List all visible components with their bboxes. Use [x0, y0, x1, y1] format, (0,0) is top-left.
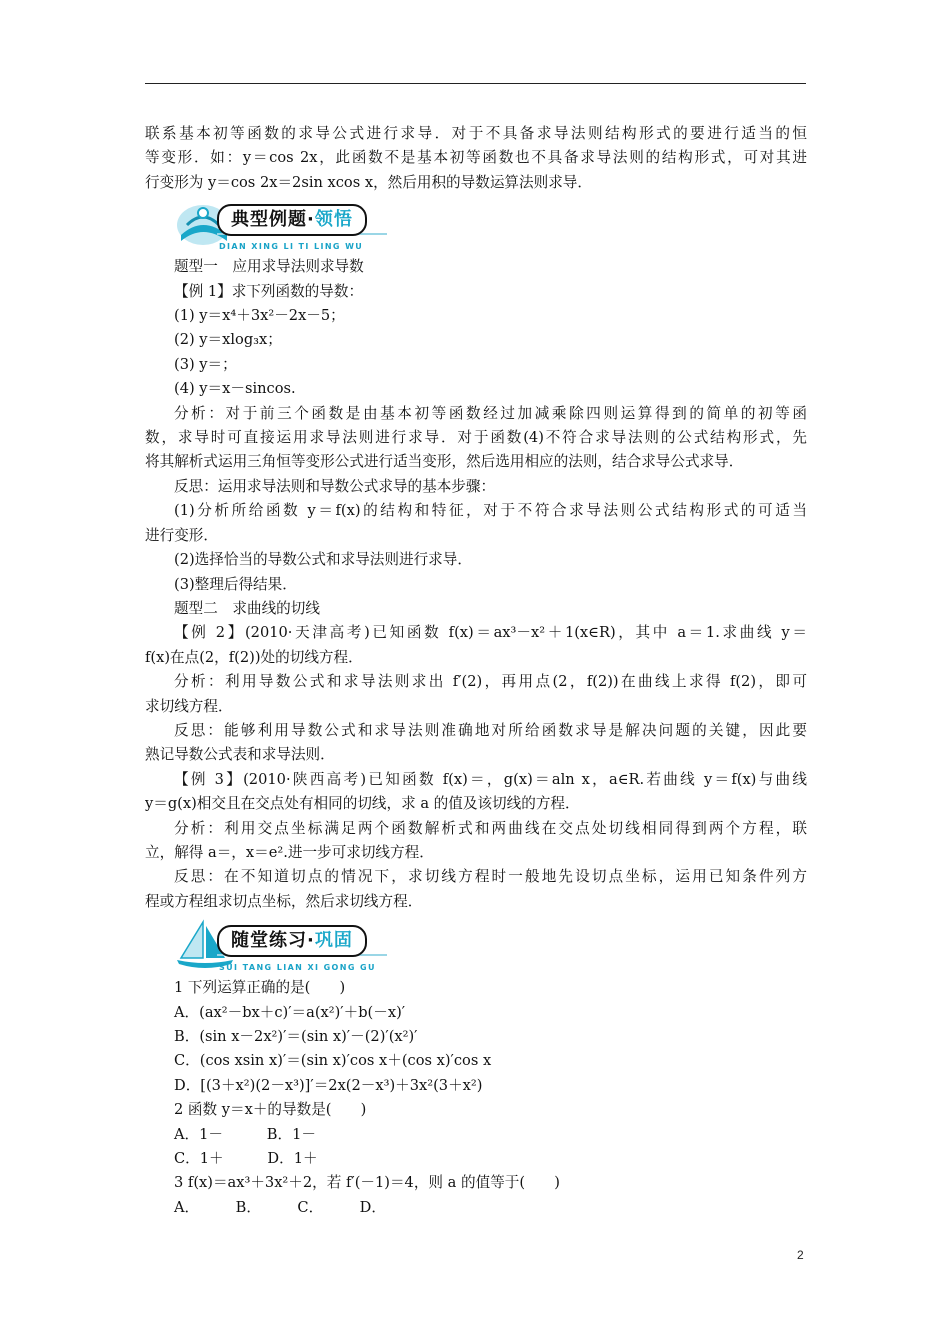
banner-title-accent: 领悟 [314, 209, 353, 231]
banner-title-text: 随堂练习 [231, 930, 307, 952]
reflection-line: 熟记导数公式表和求导法则． [145, 746, 335, 764]
exercise-option: C．(cos xsin x)′＝(sin x)′cos x＋(cos x)′cos x [174, 1052, 492, 1070]
exercise-option: A．(ax²－bx＋c)′＝a(x²)′＋b(－x)′ [174, 1003, 406, 1021]
exercise-option: A．1－ B．1－ [174, 1125, 316, 1143]
exercise-question: 1 下列运算正确的是( ) [174, 979, 346, 997]
reflection-line: 反思：能够利用导数公式和求导法则准确地对所给函数求导是解决问题的关键，因此要 [174, 721, 807, 739]
example-line: 【例 3】(2010·陕西高考)已知函数 f(x)＝，g(x)＝aln x，a∈R.若曲线 y＝f(x)与曲线 [174, 770, 807, 788]
reflection-line: (2)选择恰当的导数公式和求导法则进行求导． [174, 551, 472, 569]
reflection-line: (1)分析所给函数 y＝f(x)的结构和特征，对于不符合求导法则公式结构形式的可适当 [174, 502, 807, 520]
exercise-option: D．[(3＋x²)(2－x³)]′＝2x(2－x³)＋3x²(3＋x²) [174, 1076, 483, 1094]
example-line: (3) y＝； [174, 355, 237, 373]
example-line: 【例 2】(2010·天津高考)已知函数 f(x)＝ax³－x²＋1(x∈R)，其中 a＝1.求曲线 y＝ [174, 624, 807, 642]
reflection-line: 程或方程组求切点坐标，然后求切线方程． [145, 892, 423, 910]
intro-line: 联系基本初等函数的求导公式进行求导．对于不具备求导法则结构形式的要进行适当的恒 [145, 125, 807, 142]
analysis-line: 立，解得 a＝，x＝e².进一步可求切线方程． [145, 843, 434, 861]
reflection-line: (3)整理后得结果． [174, 575, 297, 593]
analysis-line: 数，求导时可直接运用求导法则进行求导．对于函数(4)不符合求导法则的公式结构形式，先 [145, 429, 807, 447]
banner-title-dot: · [307, 209, 315, 231]
example-line: (4) y＝x－sincos. [174, 380, 296, 398]
exercise-option: A． B． C． D． [174, 1198, 386, 1216]
section-heading: 题型一 应用求导法则求导数 [174, 258, 364, 276]
header-rule [145, 83, 806, 84]
banner-title [217, 925, 367, 957]
analysis-line: 分析：利用交点坐标满足两个函数解析式和两曲线在交点处切线相同得到两个方程，联 [174, 819, 807, 837]
banner-title [217, 204, 367, 236]
page-content [145, 122, 807, 1220]
banner-subtitle: DIAN XING LI TI LING WU [219, 242, 364, 252]
example-line: f(x)在点(2，f(2))处的切线方程． [145, 648, 363, 666]
example-line: (2) y＝xlog₃x； [174, 331, 282, 349]
example-line: 【例 1】求下列函数的导数： [174, 282, 364, 300]
banner-title-text: 典型例题 [231, 209, 307, 231]
exercise-question: 3 f(x)＝ax³＋3x²＋2，若 f′(－1)＝4，则 a 的值等于( ) [174, 1174, 560, 1192]
analysis-line: 将其解析式运用三角恒等变形公式进行适当变形，然后选用相应的法则，结合求导公式求导． [145, 453, 744, 471]
example-line: y＝g(x)相交且在交点处有相同的切线，求 a 的值及该切线的方程． [145, 795, 580, 813]
section-heading: 题型二 求曲线的切线 [174, 599, 320, 617]
intro-line: 等变形．如：y＝cos 2x，此函数不是基本初等函数也不具备求导法则的结构形式，可对其进 [145, 149, 807, 167]
reflection-line: 反思：运用求导法则和导数公式求导的基本步骤： [174, 477, 496, 495]
banner-title-dot: · [307, 930, 315, 952]
section-banner-practice [173, 916, 807, 976]
analysis-line: 分析：利用导数公式和求导法则求出 f′(2)，再用点(2，f(2))在曲线上求得 f(2)，即可 [174, 673, 807, 691]
page-number: 2 [797, 1248, 804, 1262]
reflection-line: 进行变形． [145, 526, 218, 544]
analysis-line: 分析：对于前三个函数是由基本初等函数经过加减乘除四则运算得到的简单的初等函 [174, 404, 807, 422]
exercise-option: C．1＋ D．1＋ [174, 1150, 318, 1168]
reflection-line: 反思：在不知道切点的情况下，求切线方程时一般地先设切点坐标，运用已知条件列方 [174, 868, 807, 886]
section-banner-examples [173, 195, 807, 255]
intro-line: 行变形为 y＝cos 2x＝2sin xcos x，然后用积的导数运算法则求导． [145, 173, 592, 191]
exercise-question: 2 函数 y＝x＋的导数是( ) [174, 1101, 367, 1119]
banner-title-accent: 巩固 [314, 930, 353, 952]
analysis-line: 求切线方程． [145, 697, 233, 715]
example-line: (1) y＝x⁴＋3x²－2x－5； [174, 307, 345, 325]
exercise-option: B．(sin x－2x²)′＝(sin x)′－(2)′(x²)′ [174, 1028, 418, 1045]
banner-subtitle: SUI TANG LIAN XI GONG GU [219, 963, 376, 973]
